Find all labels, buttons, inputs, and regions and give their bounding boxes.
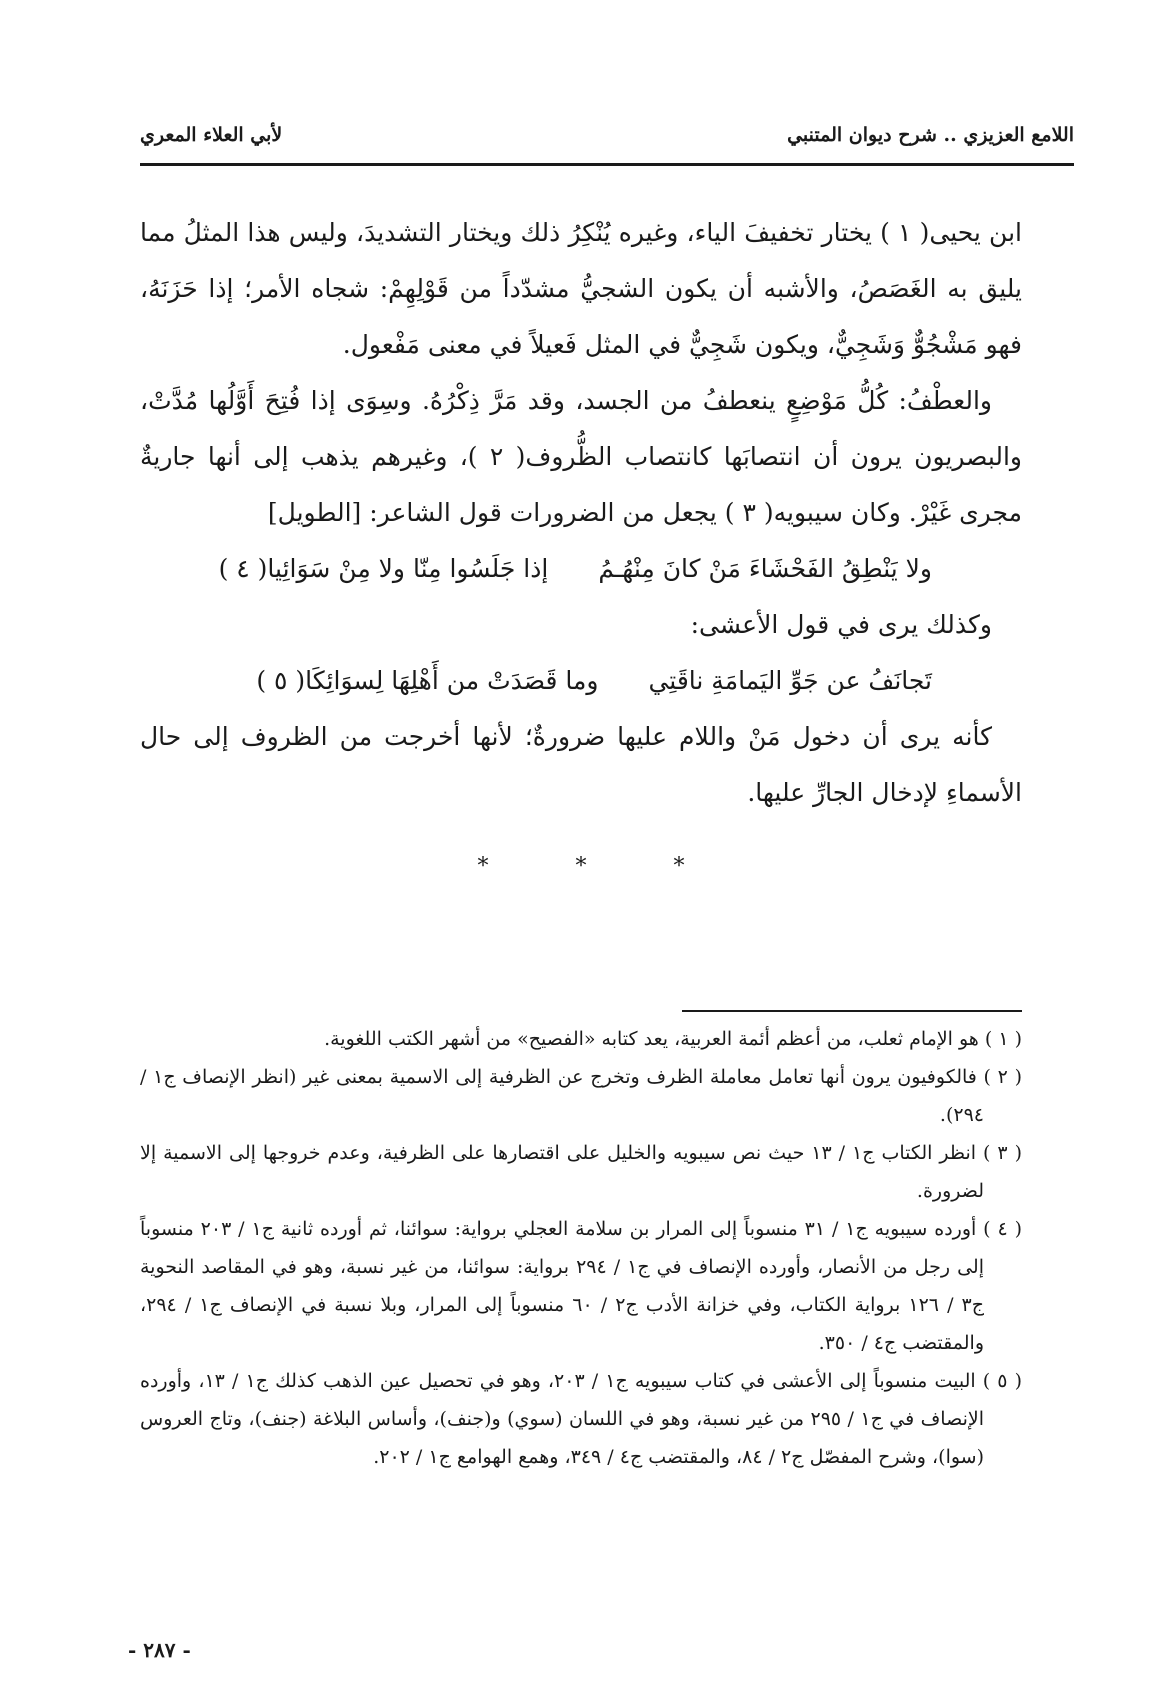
verse-2-hemistich-1: تَجانَفُ عن جَوِّ اليَمامَةِ ناقَتِي — [648, 666, 932, 695]
verse-2 — [140, 653, 932, 709]
paragraph-3: وكذلك يرى في قول الأعشى: — [690, 610, 992, 639]
running-header-title: اللامع العزيزي .. شرح ديوان المتنبي — [787, 124, 1074, 146]
main-text — [140, 205, 1022, 895]
running-header-author: لأبي العلاء المعري — [140, 124, 283, 146]
page-number: - ٢٨٧ - — [128, 1638, 191, 1662]
verse-2-hemistich-2: وما قَصَدَتْ من أَهْلِهَا لِسوَائِكَا( ٥ ) — [256, 666, 599, 695]
verse-1-hemistich-1: ولا يَنْطِقُ الفَحْشَاءَ مَنْ كانَ مِنْهُـمُ — [598, 554, 932, 583]
footnote-3: ( ٣ ) انظر الكتاب ج١ / ١٣ حيث نص سيبويه والخليل على اقتصارها على الظرفية، وعدم خروجها إلى الاسمية إلا لضرورة. — [140, 1142, 1023, 1202]
footnote-1: ( ١ ) هو الإمام ثعلب، من أعظم أئمة العربية، يعد كتابه «الفصيح» من أشهر الكتب اللغوية. — [324, 1028, 1022, 1050]
section-separator: * * * — [477, 854, 725, 879]
paragraph-2: والعطْفُ: كُلُّ مَوْضِعٍ ينعطفُ من الجسد، وقد مَرَّ ذِكْرُهُ. وسِوَى إذا فُتِحَ أَوَّلُها مُدَّتْ، والبصريون يرون أن انتصابَها كانتصاب الظُّروف( ٢ )، وغيرهم يذهب إلى أنها جاريةٌ مجرى غَيْرْ. وكان سيبويه( ٣ ) يجعل من الضرورات قول الشاعر: [الطويل] — [140, 386, 1022, 527]
footnote-2: ( ٢ ) فالكوفيون يرون أنها تعامل معاملة الظرف وتخرج عن الظرفية إلى الاسمية بمعنى غير (انظر الإنصاف ج١ / ٢٩٤). — [140, 1066, 1022, 1126]
header-rule — [140, 163, 1074, 166]
footnote-4: ( ٤ ) أورده سيبويه ج١ / ٣١ منسوباً إلى المرار بن سلامة العجلي برواية: سوائنا، ثم أورده ثانية ج١ / ٢٠٣ منسوباً إلى رجل من الأنصار، وأورده الإنصاف في ج١ / ٢٩٤ برواية: سوائنا، من غير نسبة، وهو في المقاصد النحوية ج٣ / ١٢٦ برواية الكتاب، وفي خزانة الأدب ج٢ / ٦٠ منسوباً إلى المرار، وبلا نسبة في الإنصاف ج١ / ٢٩٤، والمقتضب ج٤ / ٣٥٠. — [140, 1218, 1023, 1354]
footnote-5: ( ٥ ) البيت منسوباً إلى الأعشى في كتاب سيبويه ج١ / ٢٠٣، وهو في تحصيل عين الذهب كذلك ج١ / ١٣، وأورده الإنصاف في ج١ / ٢٩٥ من غير نسبة، وهو في اللسان (سوي) و(جنف)، وأساس البلاغة (جنف)، وتاج العروس (سوا)، وشرح المفصّل ج٢ / ٨٤، والمقتضب ج٤ / ٣٤٩، وهمع الهوامع ج١ / ٢٠٢. — [140, 1370, 1023, 1468]
footnote-rule — [682, 1010, 1022, 1012]
paragraph-1: ابن يحيى( ١ ) يختار تخفيفَ الياء، وغيره يُنْكِرُ ذلك ويختار التشديدَ، وليس هذا المثلُ مما يليق به الغَصَصُ، والأشبه أن يكون الشجيُّ مشدّداً من قَوْلِهِمْ: شجاه الأمر؛ إذا حَزَنَهُ، فهو مَشْجُوٌّ وَشَجِيٌّ، ويكون شَجِيٌّ في المثل فَعيلاً في معنى مَفْعول. — [140, 218, 1022, 359]
verse-1 — [140, 541, 932, 597]
footnotes — [140, 1020, 1022, 1476]
paragraph-4: كأنه يرى أن دخول مَنْ واللام عليها ضرورةٌ؛ لأنها أخرجت من الظروف إلى حال الأسماءِ لإدخال الجارِّ عليها. — [140, 722, 1022, 807]
verse-1-hemistich-2: إذا جَلَسُوا مِنّا ولا مِنْ سَوَائِيا( ٤ ) — [218, 554, 549, 583]
